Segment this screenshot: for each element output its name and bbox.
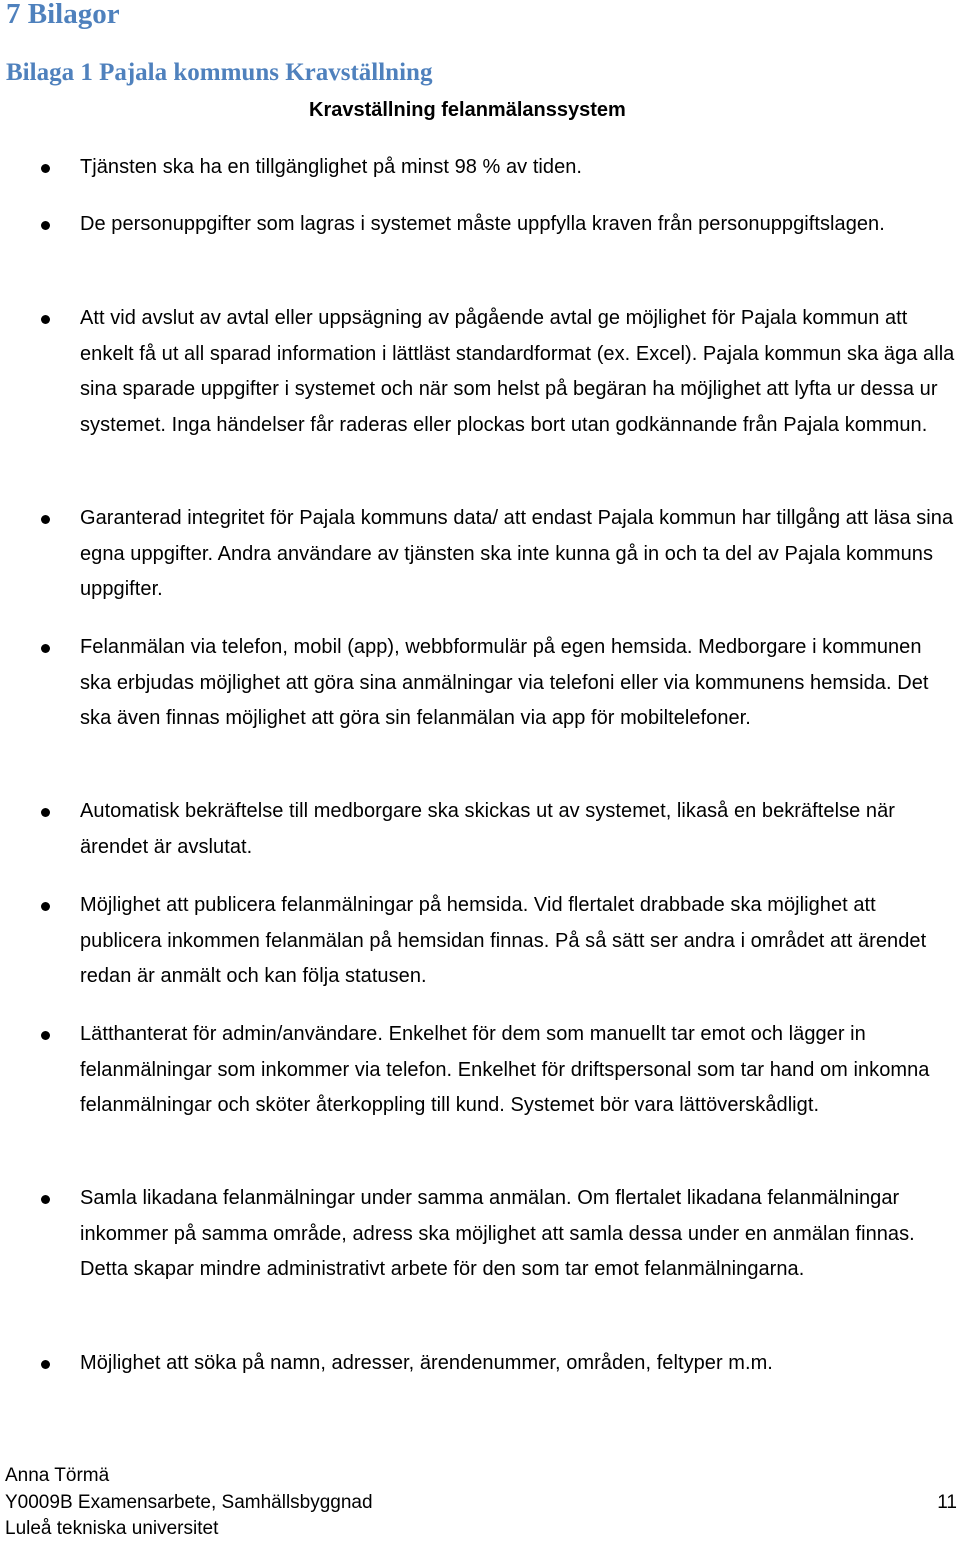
chapter-heading: 7 Bilagor <box>6 0 120 30</box>
list-item-text: Samla likadana felanmälningar under samma anmälan. Om flertalet likadana felanmälningar inkommer på samma område, adress ska möjlighet att samla dessa under en anmälan finnas. Detta skapar mindre administrativt arbete för den som tar emot felanmälningarna. <box>80 1187 915 1280</box>
bullet-icon <box>41 902 50 911</box>
page-number: 11 <box>937 1491 957 1513</box>
footer-author: Anna Törmä <box>5 1465 110 1486</box>
appendix-heading: Bilaga 1 Pajala kommuns Kravställning <box>6 59 433 86</box>
bullet-icon <box>41 315 50 324</box>
requirements-subheading: Kravställning felanmälanssystem <box>309 99 626 121</box>
list-item-text: Möjlighet att söka på namn, adresser, ärendenummer, områden, feltyper m.m. <box>80 1352 773 1374</box>
list-item-text: Automatisk bekräftelse till medborgare ska skickas ut av systemet, likaså en bekräftelse när ärendet är avslutat. <box>80 800 895 858</box>
bullet-icon <box>41 164 50 173</box>
list-item-text: Lätthanterat för admin/användare. Enkelhet för dem som manuellt tar emot och lägger in felanmälningar som inkommer via telefon. Enkelhet för driftspersonal som tar hand om inkomna felanmälningar och sköter återkoppling till kund. Systemet bör vara lättöverskådligt. <box>80 1023 930 1116</box>
list-item-text: Garanterad integritet för Pajala kommuns data/ att endast Pajala kommun har tillgång att läsa sina egna uppgifter. Andra användare av tjänsten ska inte kunna gå in och ta del av Pajala kommuns uppgifter. <box>80 507 954 600</box>
footer-course: Y0009B Examensarbete, Samhällsbyggnad <box>5 1491 373 1513</box>
footer-university: Luleå tekniska universitet <box>5 1518 219 1539</box>
list-item-text: Tjänsten ska ha en tillgänglighet på minst 98 % av tiden. <box>80 156 583 178</box>
bullet-icon <box>41 515 50 524</box>
bullet-icon <box>41 644 50 653</box>
list-item-text: De personuppgifter som lagras i systemet måste uppfylla kraven från personuppgiftslagen. <box>80 213 885 235</box>
list-item-text: Att vid avslut av avtal eller uppsägning av pågående avtal ge möjlighet för Pajala kommun att enkelt få ut all sparad information i lättläst standardformat (ex. Excel). Pajala kommun ska äga alla sina sparade uppgifter i systemet och när som helst på begäran ha möjlighet att lyfta ur dessa ur systemet. Inga händelser får raderas eller plockas bort utan godkännande från Pajala kommun. <box>80 307 955 436</box>
list-item-text: Möjlighet att publicera felanmälningar på hemsida. Vid flertalet drabbade ska möjlighet att publicera inkommen felanmälan på hemsidan finnas. På så sätt ser andra i området att ärendet redan är anmält och kan följa statusen. <box>80 894 927 987</box>
page-footer <box>5 1463 957 1543</box>
bullet-icon <box>41 1360 50 1369</box>
bullet-icon <box>41 221 50 230</box>
bullet-icon <box>41 808 50 817</box>
bullet-icon <box>41 1031 50 1040</box>
list-item-text: Felanmälan via telefon, mobil (app), webbformulär på egen hemsida. Medborgare i kommunen ska erbjudas möjlighet att göra sina anmälningar via telefoni eller via kommunens hemsida. Det ska även finnas möjlighet att göra sin felanmälan via app för mobiltelefoner. <box>80 636 929 729</box>
bullet-icon <box>41 1195 50 1204</box>
